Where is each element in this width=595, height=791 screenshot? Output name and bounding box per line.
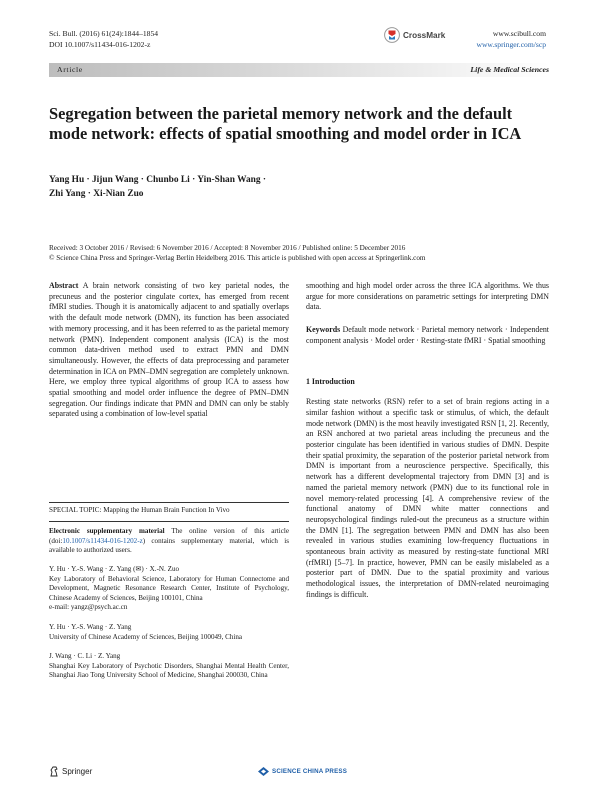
- publication-dates: [49, 243, 549, 263]
- science-china-press-label: SCIENCE CHINA PRESS: [272, 768, 348, 775]
- right-column: [306, 281, 549, 601]
- springer-logo-text: Springer: [62, 767, 93, 776]
- crossmark-icon: [384, 27, 400, 43]
- footnote-divider: [49, 502, 289, 503]
- affiliation-3-names: J. Wang · C. Li · Z. Yang: [49, 652, 121, 661]
- science-china-press-logo-icon: [258, 767, 269, 776]
- paper-title: Segregation between the parietal memory network and the default mode network: effects of spatial smoothing and model order in ICA: [49, 104, 522, 143]
- special-topic: SPECIAL TOPIC: Mapping the Human Brain Function In Vivo: [49, 506, 230, 514]
- keywords-label: Keywords: [306, 325, 341, 335]
- affiliation-1-email[interactable]: e-mail: yangz@psych.ac.cn: [49, 603, 128, 612]
- author-line-2: Zhi Yang · Xi-Nian Zuo: [49, 188, 144, 199]
- affiliation-2-names: Y. Hu · Y.-S. Wang · Z. Yang: [49, 622, 132, 631]
- introduction-paragraph: Resting state networks (RSN) refer to a set of brain regions acting in a similar fashion without a specific task or stimulus, of which, the default mode network (DMN) is the most heavily investigated RSN [1, 2]. Recently, an RSN anchored at two parietal areas including the precuneus and the posterior cingulate has been identified in various studies of DMN. Despite their spatial proximity, the separation of the posterior parietal network from DMN is important from a neuroscience perspective. Specifically, this network has a different developmental trajectory from DMN [3] and is named the parietal memory network (PMN) due to its functional role in novel memory-related processing [4]. A comprehensive review of the functional anatomy of DMN white matter connections and neuropsychological findings ruled-out the precuneus as a structure within the DMN [1]. The segregation between PMN and DMN has also been revealed in various studies examining low-frequency fluctuations in spontaneous brain activity as measured by resting-state functional MRI (rfMRI) [5–7]. In practice, however, PMN can be easily mislabeled as a posterior part of DMN. Due to the spatial proximity and various methodological issues, the interpretation of DMN-related neuroimaging findings is difficult.: [306, 397, 549, 599]
- section-heading-introduction: 1 Introduction: [306, 376, 355, 386]
- article-type: Article: [57, 65, 83, 74]
- copyright-line: © Science China Press and Springer-Verlag Berlin Heidelberg 2016. This article is published with open access at Springerlink.com: [49, 254, 426, 262]
- affiliation-3-address: Shanghai Key Laboratory of Psychotic Disorders, Shanghai Mental Health Center, Shanghai Jiao Tong University School of Medicine, Shanghai 200030, China: [49, 661, 289, 680]
- affiliations: [49, 565, 289, 681]
- journal-header: [49, 28, 158, 50]
- keywords: [306, 325, 549, 346]
- author-list: [49, 174, 349, 201]
- footnotes: [49, 506, 289, 516]
- affiliation-2-address: University of Chinese Academy of Sciences, Beijing 100049, China: [49, 632, 243, 641]
- esm-note: [49, 527, 289, 556]
- history-dates: Received: 3 October 2016 / Revised: 6 November 2016 / Accepted: 8 November 2016 / Published online: 5 December 2016: [49, 244, 406, 252]
- abstract-continuation: smoothing and high model order across the three ICA algorithms. We thus argue for more considerations on parametric settings for interpreting DMN data.: [306, 281, 549, 312]
- affiliation-1-names: Y. Hu · Y.-S. Wang · Z. Yang (✉) · X.-N. Zuo: [49, 565, 180, 573]
- author-line-1: Yang Hu · Jijun Wang · Chunbo Li · Yin-Shan Wang ·: [49, 175, 267, 185]
- esm-doi-link[interactable]: 10.1007/s11434-016-1202-z: [62, 536, 143, 545]
- keywords-text: Default mode network · Parietal memory network · Independent component analysis · Model order · Resting-state fMRI · Spatial smoothing: [306, 325, 549, 345]
- doi: DOI 10.1007/s11434-016-1202-z: [49, 40, 151, 49]
- journal-url[interactable]: www.scibull.com: [492, 29, 546, 38]
- journal-section: Life & Medical Sciences: [470, 65, 549, 74]
- springer-footer: [49, 766, 92, 777]
- esm-text-after: ) contains supplementary material, which is available to authorized users.: [49, 536, 289, 555]
- footnote-divider-2: [49, 521, 289, 522]
- journal-citation: Sci. Bull. (2016) 61(24):1844–1854: [49, 29, 159, 38]
- crossmark-badge[interactable]: [384, 25, 458, 45]
- journal-urls: [476, 28, 546, 50]
- crossmark-label: CrossMark: [403, 30, 446, 40]
- esm-label: Electronic supplementary material: [49, 527, 165, 535]
- left-column: [49, 281, 289, 420]
- abstract: [49, 281, 289, 420]
- abstract-label: Abstract: [49, 281, 79, 290]
- affiliation-1-address: Key Laboratory of Behavioral Science, Laboratory for Human Connectome and Development, Magnetic Resonance Research Center, Institute of Psychology, Chinese Academy of Sciences, Beijing 100101, China: [49, 574, 289, 602]
- article-type-bar: [49, 63, 549, 77]
- science-china-press-footer: [258, 767, 347, 776]
- abstract-text: A brain network consisting of two key parietal nodes, the precuneus and the posterior cingulate cortex, has emerged from recent fMRI studies. Though it is anatomically adjacent to and spatially overlaps with the default mode network (DMN), its function has been associated with memory processing, and it has been referred to as the parietal memory network (PMN). Independent component analysis (ICA) is the most common data-driven method used to extract PMN and DMN simultaneously. However, the effects of data preprocessing and parameter determination in ICA on PMN–DMN segregation are completely unknown. Here, we employ three typical algorithms of group ICA to assess how spatial smoothing and model order influence the degree of PMN–DMN segregation. Our findings indicate that PMN and DMN can only be stably separated using a combination of low-level spatial: [49, 281, 289, 419]
- springer-url[interactable]: www.springer.com/scp: [476, 40, 546, 49]
- esm-text-before: The online version of this article (doi:: [49, 527, 290, 545]
- springer-horse-icon: [49, 766, 59, 777]
